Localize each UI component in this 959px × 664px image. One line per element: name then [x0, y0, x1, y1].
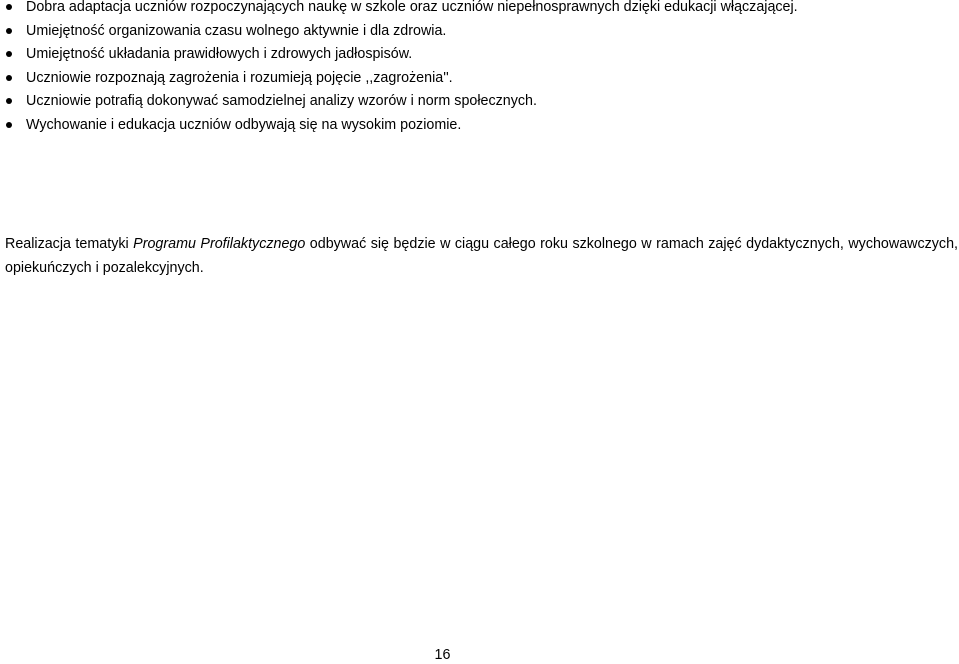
paragraph-text-start: Realizacja tematyki: [5, 236, 134, 252]
bullet-item: [0, 118, 959, 142]
bullet-item: [0, 24, 959, 48]
bullet-text: Wychowanie i edukacja uczniów odbywają się na wysokim poziomie.: [26, 116, 462, 133]
bullet-text: Uczniowie rozpoznają zagrożenia i rozumieją pojęcie ,,zagrożenia''.: [26, 69, 453, 86]
bullet-text: Uczniowie potrafią dokonywać samodzielnej analizy wzorów i norm społecznych.: [26, 93, 537, 109]
bullet-text: Umiejętność układania prawidłowych i zdrowych jadłospisów.: [26, 46, 413, 62]
bullet-icon: [6, 28, 12, 34]
bullet-icon: [6, 4, 12, 10]
bullet-item: [0, 0, 959, 24]
bullet-item: [0, 94, 959, 118]
paragraph-text-end: odbywać się będzie w ciągu całego roku szkolnego w ramach zajęć dydaktycznych, wychowawczych, opiekuńczych i pozalekcyjnych.: [5, 236, 958, 276]
bullet-item: [0, 71, 959, 95]
bullet-icon: [6, 75, 12, 81]
bullet-item: [0, 47, 959, 71]
bullet-icon: [6, 98, 12, 104]
page-number: 16: [434, 647, 451, 663]
bullet-text: Dobra adaptacja uczniów rozpoczynających naukę w szkole oraz uczniów niepełnosprawnych dzięki edukacji włączającej.: [26, 0, 798, 15]
program-realization-paragraph: [5, 233, 958, 280]
outcomes-bullet-list: [0, 0, 959, 141]
program-name-italic: Programu Profilaktycznego: [133, 236, 306, 252]
bullet-text: Umiejętność organizowania czasu wolnego aktywnie i dla zdrowia.: [26, 22, 447, 39]
bullet-icon: [6, 51, 12, 57]
bullet-icon: [6, 122, 12, 128]
